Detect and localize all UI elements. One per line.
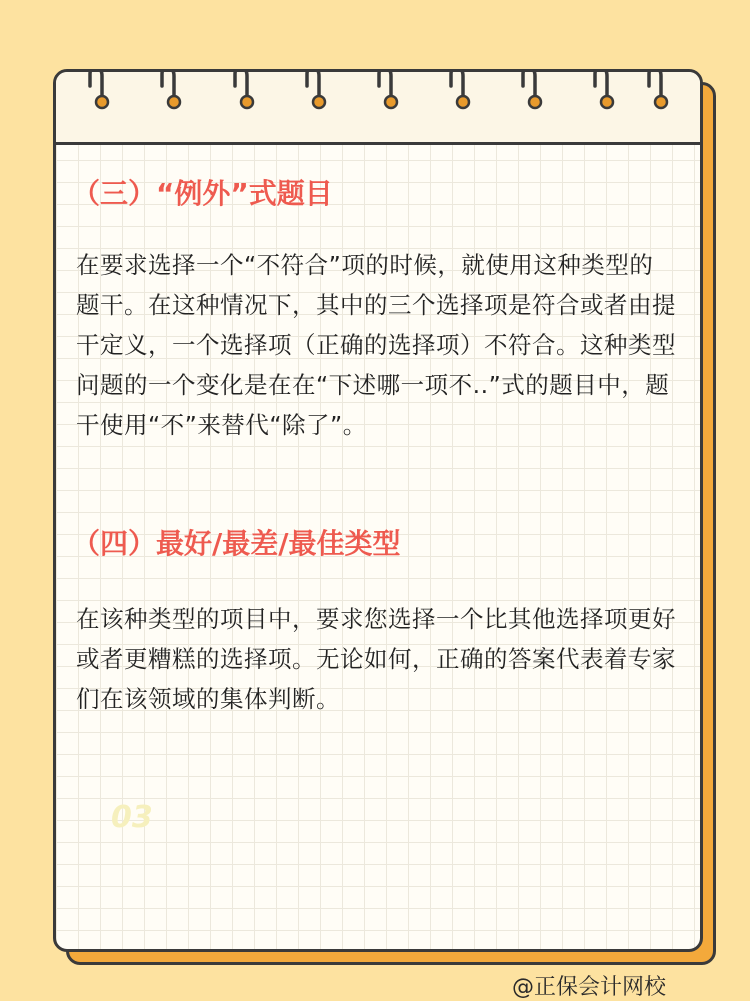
section-body-exception: 在要求选择一个“不符合”项的时候，就使用这种类型的题干。在这种情况下，其中的三个选择项是符合或者由提干定义，一个选择项（正确的选择项）不符合。这种类型问题的一个变化是在在“下述哪一项不..”式的题目中，题干使用“不”来替代“除了”。 [76,251,676,439]
watermark-footer: @正保会计网校 [512,975,667,1000]
spiral-ring-icon [297,69,337,122]
spiral-ring-icon [441,69,481,122]
page-number: 03 [111,800,153,835]
spiral-ring-icon [80,69,120,122]
notebook-card [53,69,703,952]
spiral-ring-icon [225,69,265,122]
spiral-ring-icon [585,69,625,122]
section-body-best-worst: 在该种类型的项目中，要求您选择一个比其他选择项更好或者更糟糕的选择项。无论如何，正确的答案代表着专家们在该领域的集体判断。 [76,605,676,713]
section-title-best-worst: （四）最好/最差/最佳类型 [72,527,401,560]
spiral-ring-icon [152,69,192,122]
section-title-exception: （三）“例外”式题目 [72,177,333,210]
spiral-ring-icon [513,69,553,122]
spiral-ring-icon [369,69,409,122]
spiral-ring-icon [639,69,679,122]
